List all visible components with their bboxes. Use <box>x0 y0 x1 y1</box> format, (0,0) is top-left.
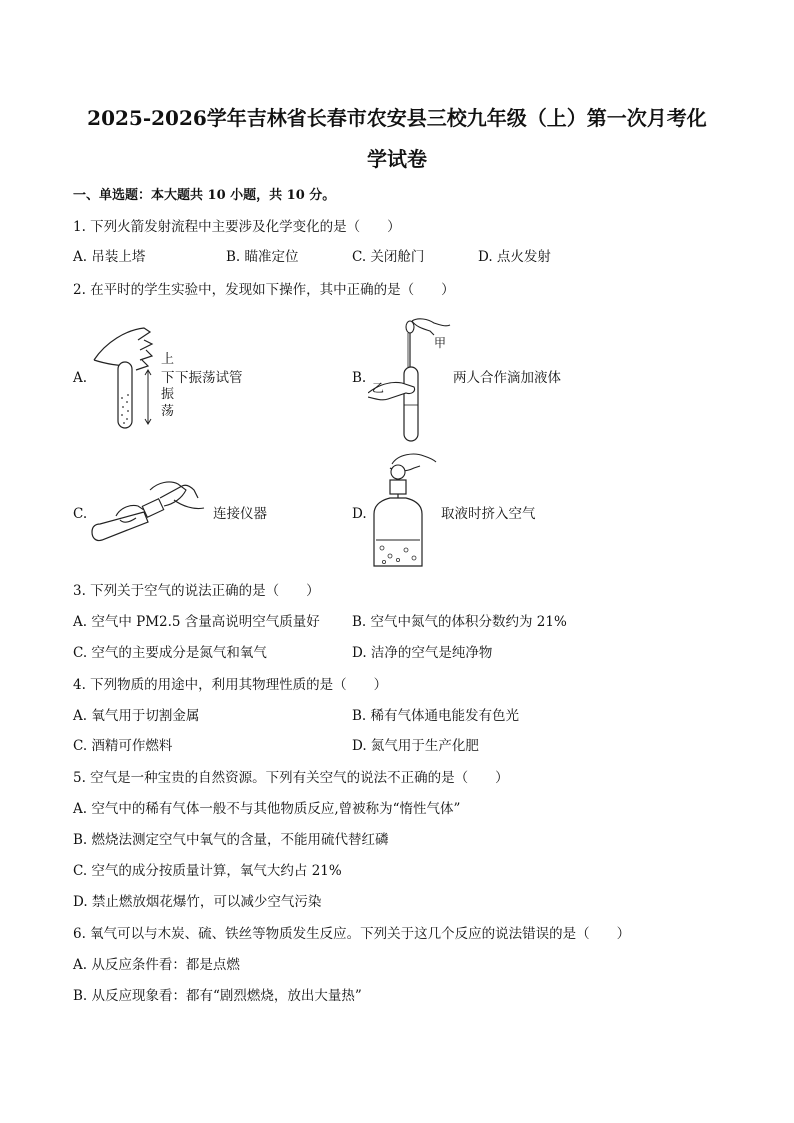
q5-option-b: B. 燃烧法测定空气中氧气的含量，不能用硫代替红磷 <box>73 832 389 848</box>
q2-option-c-caption: 连接仪器 <box>213 506 267 522</box>
q1-stem: 1. 下列火箭发射流程中主要涉及化学变化的是（ ） <box>73 219 401 235</box>
section-heading: 一、单选题：本大题共 10 小题，共 10 分。 <box>73 188 336 203</box>
q3-option-a: A. 空气中 PM2.5 含量高说明空气质量好 <box>73 614 320 630</box>
q2-a-label-shake1: 振 <box>161 387 175 402</box>
q3-option-b: B. 空气中氮气的体积分数约为 21% <box>352 614 567 630</box>
reagent-bottle-dropper-figure <box>368 448 438 572</box>
q6-option-a: A. 从反应条件看：都是点燃 <box>73 957 240 973</box>
q2-b-label-yi: 乙 <box>372 381 385 395</box>
q4-option-d: D. 氮气用于生产化肥 <box>352 738 479 754</box>
q4-option-a: A. 氧气用于切割金属 <box>73 708 200 724</box>
connecting-apparatus-figure <box>90 476 206 544</box>
q6-stem: 6. 氧气可以与木炭、硫、铁丝等物质发生反应。下列关于这几个反应的说法错误的是（ ） <box>73 926 631 942</box>
q4-option-b: B. 稀有气体通电能发有色光 <box>352 708 520 724</box>
q2-a-label-down: 下 <box>161 370 175 386</box>
q5-option-d: D. 禁止燃放烟花爆竹，可以减少空气污染 <box>73 894 322 910</box>
q5-option-a: A. 空气中的稀有气体一般不与其他物质反应,曾被称为“惰性气体” <box>73 801 461 817</box>
q2-option-a-caption: 下振荡试管 <box>175 370 243 386</box>
q5-stem: 5. 空气是一种宝贵的自然资源。下列有关空气的说法不正确的是（ ） <box>73 770 509 786</box>
q5-option-c: C. 空气的成分按质量计算，氧气大约占 21% <box>73 863 342 879</box>
q1-option-a: A. 吊装上塔 <box>73 249 146 265</box>
q2-option-d-caption: 取液时挤入空气 <box>441 506 536 522</box>
q1-option-c: C. 关闭舱门 <box>352 249 425 265</box>
q2-stem: 2. 在平时的学生实验中，发现如下操作，其中正确的是（ ） <box>73 282 455 298</box>
q2-option-a-letter: A. <box>73 370 88 386</box>
paper-title-line2: 学试卷 <box>367 147 427 171</box>
q1-option-b: B. 瞄准定位 <box>226 249 299 265</box>
q2-a-label-shake2: 荡 <box>161 404 175 419</box>
q2-option-b-caption: 两人合作滴加液体 <box>453 370 561 386</box>
q3-stem: 3. 下列关于空气的说法正确的是（ ） <box>73 583 320 599</box>
paper-title-line1: 2025-2026学年吉林省长春市农安县三校九年级（上）第一次月考化 <box>87 106 707 130</box>
q1-option-d: D. 点火发射 <box>478 249 551 265</box>
q3-option-c: C. 空气的主要成分是氮气和氧气 <box>73 645 267 661</box>
q6-option-b: B. 从反应现象看：都有“剧烈燃烧，放出大量热” <box>73 988 362 1004</box>
q2-b-label-jia: 甲 <box>434 336 447 350</box>
q2-a-label-up: 上 <box>161 352 175 367</box>
q4-option-c: C. 酒精可作燃料 <box>73 738 173 754</box>
q2-option-b-letter: B. <box>352 370 367 386</box>
q3-option-d: D. 洁净的空气是纯净物 <box>352 645 493 661</box>
q2-option-d-letter: D. <box>352 506 367 522</box>
q4-stem: 4. 下列物质的用途中，利用其物理性质的是（ ） <box>73 677 388 693</box>
q2-option-c-letter: C. <box>73 506 88 522</box>
